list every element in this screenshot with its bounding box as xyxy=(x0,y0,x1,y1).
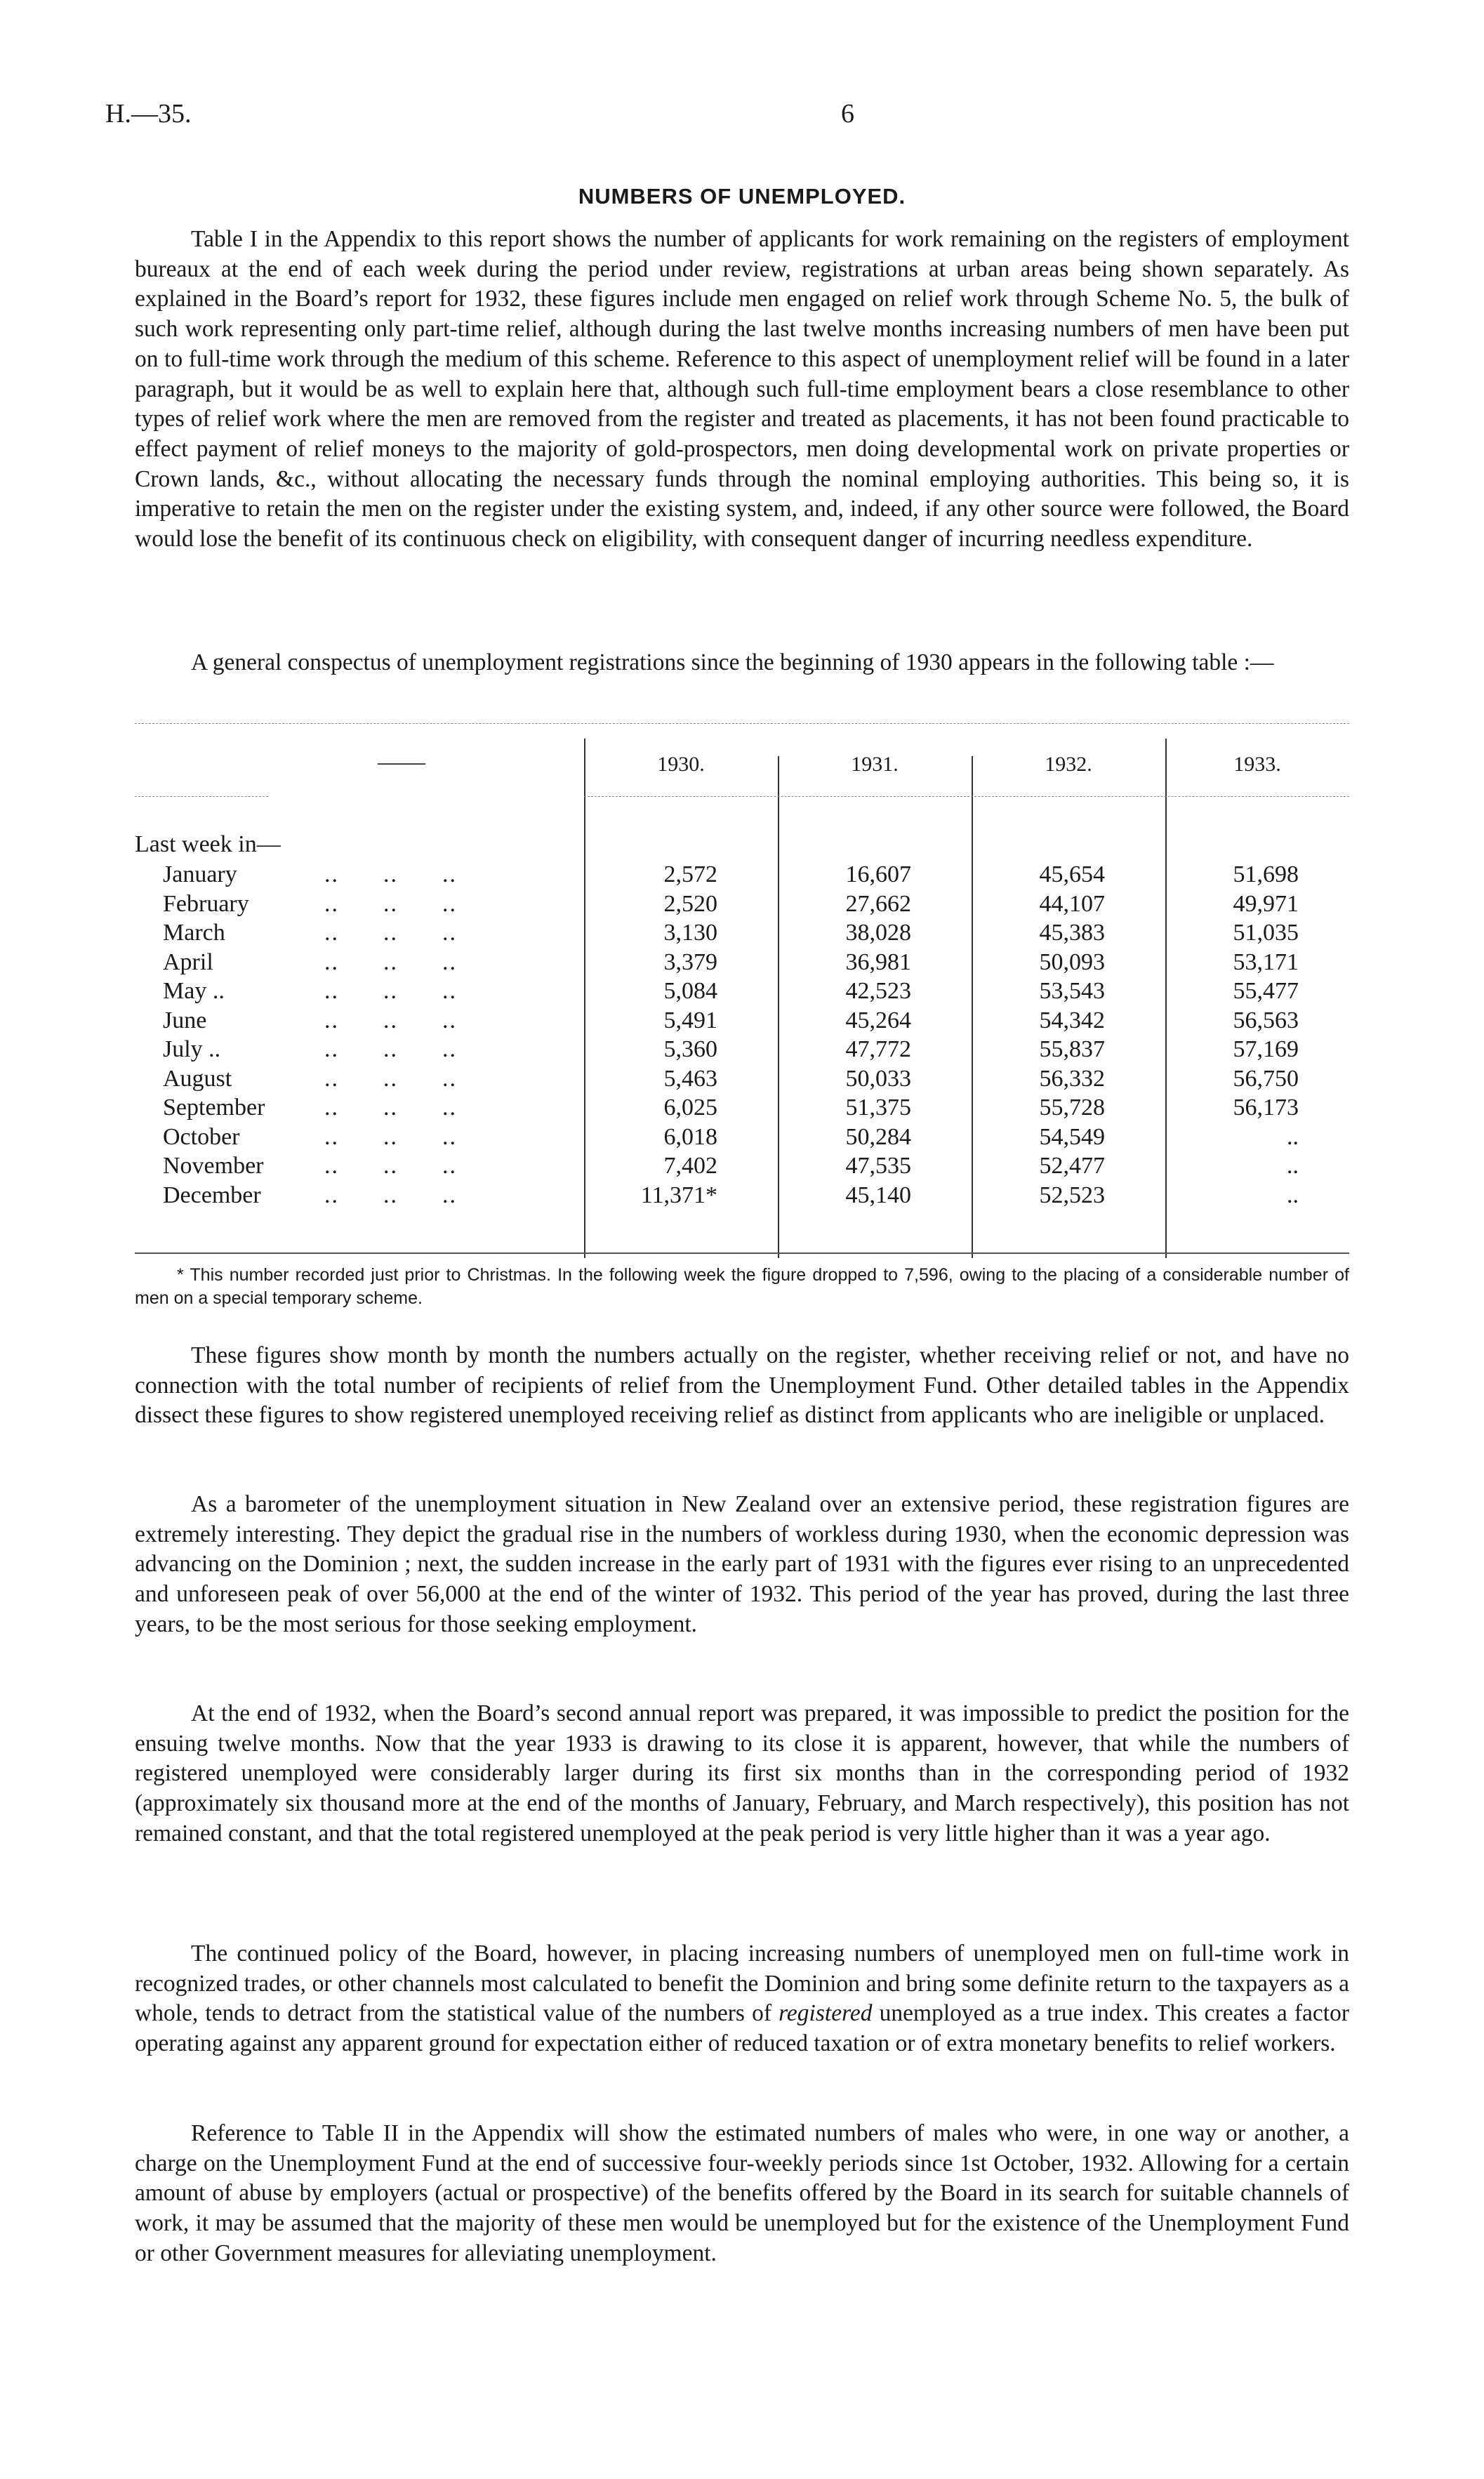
cell-value: 6,018 xyxy=(663,1123,717,1150)
cell-value: 51,375 xyxy=(845,1095,911,1120)
month-label: November xyxy=(163,1153,264,1179)
report-reference: H.—35. xyxy=(105,99,192,128)
table-row xyxy=(135,1007,1349,1037)
month-label: May .. xyxy=(163,978,225,1004)
paragraph-conspectus-intro xyxy=(135,648,1349,678)
dot-leader: .. .. .. xyxy=(324,1007,457,1033)
month-label: December xyxy=(163,1182,261,1208)
month-label: July .. xyxy=(163,1036,221,1062)
cell-value: 6,025 xyxy=(663,1095,717,1120)
table-row xyxy=(135,1095,1349,1124)
cell-value: 56,173 xyxy=(1233,1095,1299,1120)
dot-leader: .. .. .. xyxy=(324,948,457,975)
registrations-table xyxy=(135,718,1349,1251)
cell-value: 50,033 xyxy=(845,1065,911,1092)
paragraph-end-of-1932 xyxy=(135,1699,1349,1849)
cell-value: .. xyxy=(1287,1153,1299,1179)
cell-value: 56,332 xyxy=(1039,1065,1105,1092)
cell-value: 44,107 xyxy=(1039,890,1105,917)
month-label: January xyxy=(163,861,237,887)
paragraph-text: These figures show month by month the numbers actually on the register, whether receiving relief or not, and have no connection with the total number of recipients of relief from the Unemployment Fund. Other detailed tables in the Appendix dissect these figures to show registered unemployed receiving relief as distinct from applicants who are ineligible or unplaced. xyxy=(135,1342,1349,1429)
cell-value: 5,463 xyxy=(663,1065,717,1092)
table-row xyxy=(135,978,1349,1007)
cell-value: 45,383 xyxy=(1039,920,1105,946)
table-row xyxy=(135,920,1349,949)
month-label: September xyxy=(163,1095,265,1120)
cell-value: 55,477 xyxy=(1233,978,1299,1004)
table-footnote xyxy=(135,1264,1349,1310)
dot-leader: .. .. .. xyxy=(324,1036,457,1062)
cell-value: 45,264 xyxy=(845,1007,911,1033)
cell-value: .. xyxy=(1287,1123,1299,1150)
cell-value: 53,543 xyxy=(1039,978,1105,1004)
cell-value: 54,342 xyxy=(1039,1007,1105,1033)
column-header-1931: 1931. xyxy=(851,753,899,776)
stub-rule xyxy=(135,796,268,797)
cell-value: 45,654 xyxy=(1039,861,1105,887)
cell-value: 51,698 xyxy=(1233,861,1299,887)
paragraph-text: unemployed as a true index. This creates a factor operating against any apparent ground for expectation either of reduced taxation or of extra monetary benefits to relief workers. xyxy=(135,2000,1349,2057)
paragraph-text: The continued policy of the Board, however, in placing increasing numbers of unemployed men on full-time work in recognized trades, or other channels most calculated to benefit the Dominion and bring some definite return to the taxpayers as a whole, tends to detract from the statistical value of the numbers of xyxy=(135,1941,1349,2027)
cell-value: 52,477 xyxy=(1039,1153,1105,1179)
table-row xyxy=(135,1036,1349,1066)
dot-leader: .. .. .. xyxy=(324,978,457,1004)
cell-value: 57,169 xyxy=(1233,1036,1299,1062)
cell-value: 52,523 xyxy=(1039,1182,1105,1208)
month-label: February xyxy=(163,890,249,917)
dot-leader: .. .. .. xyxy=(324,861,457,887)
cell-value: 16,607 xyxy=(845,861,911,887)
paragraph-table-two xyxy=(135,2119,1349,2269)
cell-value: 50,284 xyxy=(845,1123,911,1150)
month-label: April xyxy=(163,948,213,975)
paragraph-figures-explanation xyxy=(135,1341,1349,1431)
dot-leader: .. .. .. xyxy=(324,1182,457,1208)
month-label: March xyxy=(163,920,225,946)
cell-value: 3,130 xyxy=(663,920,717,946)
dot-leader: .. .. .. xyxy=(324,1123,457,1150)
cell-value: 3,379 xyxy=(663,948,717,975)
cell-value: 5,491 xyxy=(663,1007,717,1033)
stub-header: —— xyxy=(378,749,425,775)
dot-leader: .. .. .. xyxy=(324,890,457,917)
cell-value: 56,563 xyxy=(1233,1007,1299,1033)
cell-value: 42,523 xyxy=(845,978,911,1004)
cell-value: 51,035 xyxy=(1233,920,1299,946)
cell-value: 45,140 xyxy=(845,1182,911,1208)
paragraph-board-policy xyxy=(135,1939,1349,2059)
footnote-text: * This number recorded just prior to Christmas. In the following week the figure dropped to 7,596, owing to the placing of a considerable number of men on a special temporary scheme. xyxy=(135,1265,1349,1308)
dot-leader: .. .. .. xyxy=(324,1153,457,1179)
dot-leader: .. .. .. xyxy=(324,920,457,946)
cell-value: 55,728 xyxy=(1039,1095,1105,1120)
dot-leader: .. .. .. xyxy=(324,1065,457,1092)
table-row xyxy=(135,949,1349,979)
page-number: 6 xyxy=(841,99,854,128)
cell-value: 5,360 xyxy=(663,1036,717,1062)
cell-value: 2,572 xyxy=(663,861,717,887)
month-label: June xyxy=(163,1007,207,1033)
paragraph-text: As a barometer of the unemployment situation in New Zealand over an extensive period, these registration figures are extremely interesting. They depict the gradual rise in the numbers of workless during 1930, when the economic depression was advancing on the Dominion ; next, the sudden increase in the early part of 1931 with the figures ever rising to an unprecedented and unforeseen peak of over 56,000 at the end of the winter of 1932. This period of the year has proved, during the last three years, to be the most serious for those seeking employment. xyxy=(135,1491,1349,1637)
paragraph-text: A general conspectus of unemployment registrations since the beginning of 1930 appears in the following table :— xyxy=(191,649,1274,675)
group-label: Last week in— xyxy=(135,831,281,857)
column-header-1933: 1933. xyxy=(1233,753,1281,776)
month-label: October xyxy=(163,1123,240,1150)
cell-value: 55,837 xyxy=(1039,1036,1105,1062)
table-row xyxy=(135,891,1349,920)
paragraph-text: Table I in the Appendix to this report shows the number of applicants for work remaining on the registers of employment bureaux at the end of each week during the period under review, registrations at urban areas being shown separately. As explained in the Board’s report for 1932, these figures include men engaged on relief work through Scheme No. 5, the bulk of such work representing only part-time relief, although during the last twelve months increasing numbers of men have been put on to full-time work through the medium of this scheme. Reference to this aspect of unemployment relief will be found in a later paragraph, but it would be as well to explain here that, although such full-time employment bears a close resemblance to other types of relief work where the men are removed from the register and treated as placements, it has not been found practicable to effect payment of relief moneys to the majority of gold-prospectors, men doing developmental work on private properties or Crown lands, &c., without allocating the necessary funds through the nominal employing authorities. This being so, it is imperative to retain the men on the register under the existing system, and, indeed, if any other source were followed, the Board would lose the benefit of its continuous check on eligibility, with consequent danger of incurring needless expenditure. xyxy=(135,226,1349,553)
paragraph-table-one xyxy=(135,225,1349,555)
cell-value: 11,371* xyxy=(640,1182,717,1208)
cell-value: 47,535 xyxy=(845,1153,911,1179)
cell-value: .. xyxy=(1287,1182,1299,1208)
cell-value: 36,981 xyxy=(845,948,911,975)
header-rule xyxy=(584,796,1349,797)
table-row xyxy=(135,1182,1349,1212)
emphasis-registered: registered xyxy=(779,2000,873,2027)
cell-value: 38,028 xyxy=(845,920,911,946)
dot-leader: .. .. .. xyxy=(324,1095,457,1120)
paragraph-text: At the end of 1932, when the Board’s second annual report was prepared, it was impossible to predict the position for the ensuing twelve months. Now that the year 1933 is drawing to its close it is apparent, however, that while the numbers of registered unemployed were considerably larger during its first six months than in the corresponding period of 1932 (approximately six thousand more at the end of the months of January, February, and March respectively), this position has not remained constant, and that the total registered unemployed at the peak period is very little higher than it was a year ago. xyxy=(135,1700,1349,1846)
cell-value: 56,750 xyxy=(1233,1065,1299,1092)
cell-value: 47,772 xyxy=(845,1036,911,1062)
table-row xyxy=(135,861,1349,891)
table-row xyxy=(135,1066,1349,1095)
cell-value: 2,520 xyxy=(663,890,717,917)
running-head xyxy=(105,98,1379,133)
cell-value: 50,093 xyxy=(1039,948,1105,975)
section-heading: NUMBERS OF UNEMPLOYED. xyxy=(578,184,906,209)
cell-value: 7,402 xyxy=(663,1153,717,1179)
column-header-1930: 1930. xyxy=(657,753,705,776)
cell-value: 27,662 xyxy=(845,890,911,917)
paragraph-barometer xyxy=(135,1490,1349,1640)
cell-value: 5,084 xyxy=(663,978,717,1004)
cell-value: 54,549 xyxy=(1039,1123,1105,1150)
table-row xyxy=(135,1124,1349,1153)
table-row xyxy=(135,1153,1349,1182)
table-top-rule xyxy=(135,723,1349,724)
cell-value: 49,971 xyxy=(1233,890,1299,917)
paragraph-text: Reference to Table II in the Appendix will show the estimated numbers of males who were, in one way or another, a charge on the Unemployment Fund at the end of successive four-weekly periods since 1st October, 1932. Allowing for a certain amount of abuse by employers (actual or prospective) of the benefits offered by the Board in its search for suitable channels of work, it may be assumed that the majority of these men would be unemployed but for the existence of the Unemployment Fund or other Government measures for alleviating unemployment. xyxy=(135,2120,1349,2266)
cell-value: 53,171 xyxy=(1233,948,1299,975)
table-bottom-rule xyxy=(135,1252,1349,1254)
month-label: August xyxy=(163,1065,232,1092)
column-header-1932: 1932. xyxy=(1045,753,1092,776)
